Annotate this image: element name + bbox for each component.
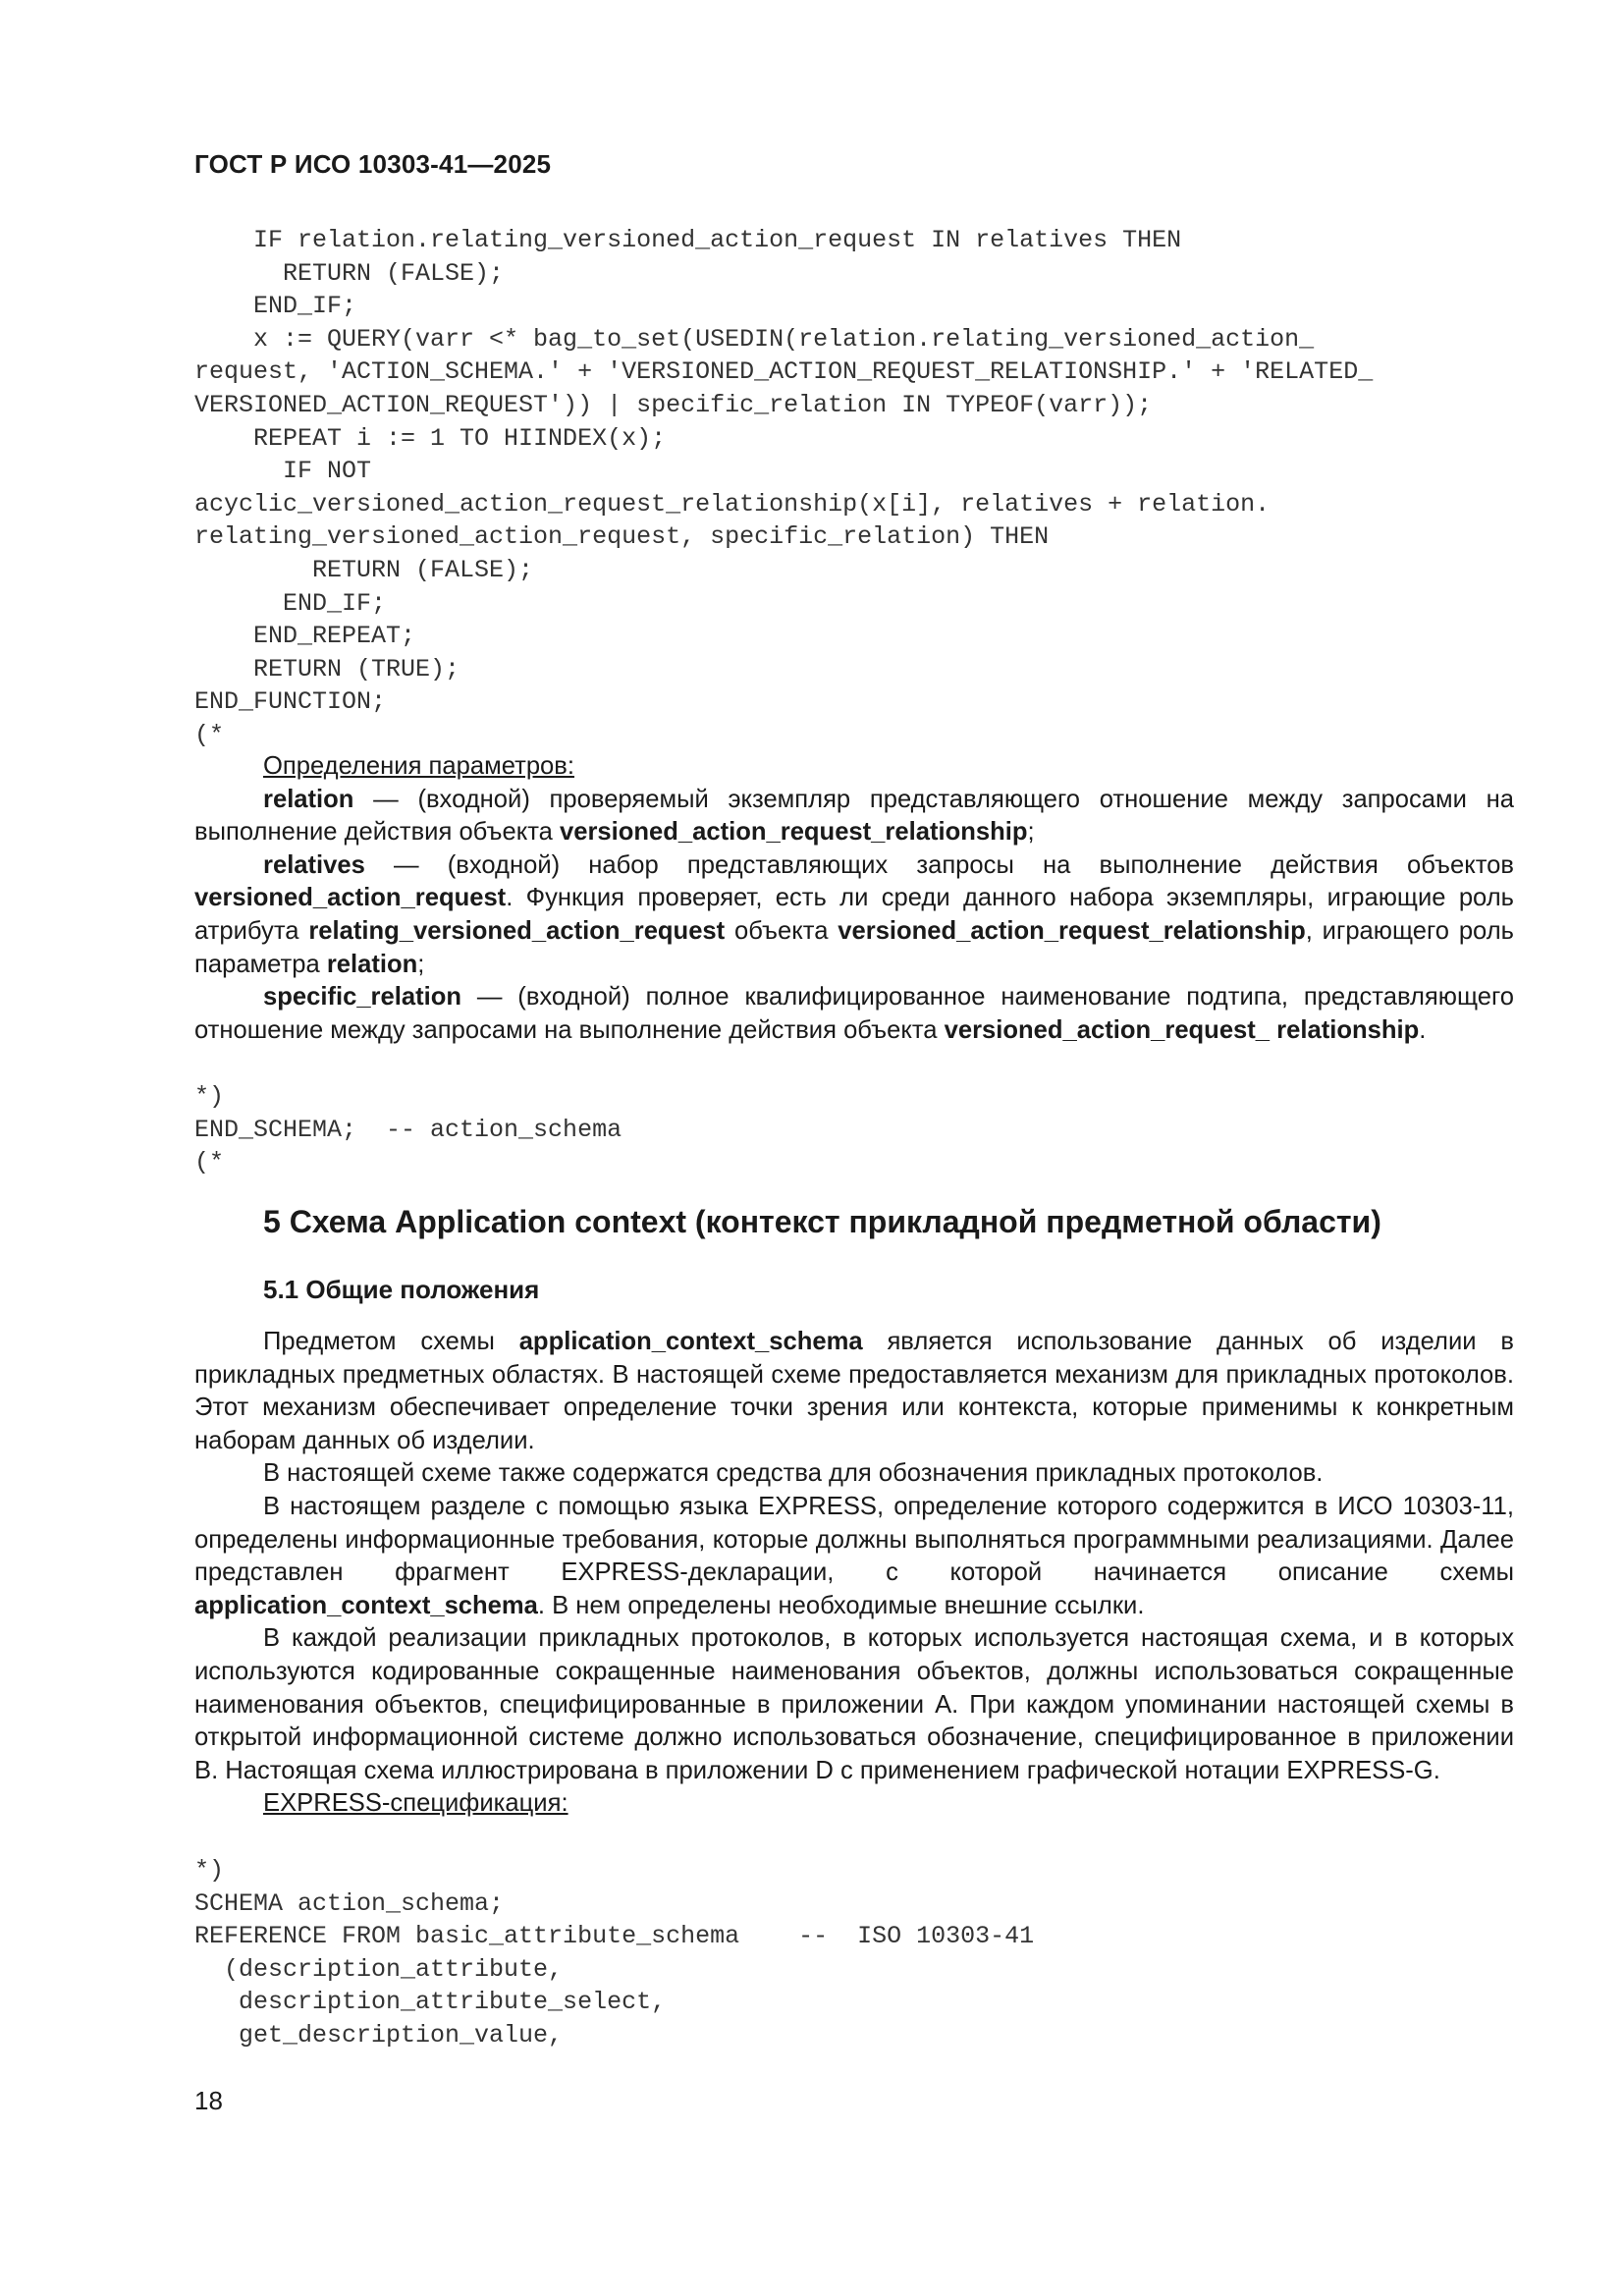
code-block-function-end: [194, 224, 1373, 752]
param-specific-relation: specific_relation — (входной) полное квалифицированное наименование подтипа, представляющего отношение между запросами на выполнение действия объекта versioned_action_request_ relationship.: [194, 983, 1514, 1044]
code-line: (*: [194, 1148, 225, 1177]
paragraph: В каждой реализации прикладных протоколов, в которых используется настоящая схема, и в которых используются кодированные сокращенные наименования объектов, должны использоваться сокращенные наименования объектов, специфицированные в приложении А. При каждом упоминании настоящей схемы в открытой информационной системе должно использоваться обозначение, специфицированное в приложении В. Настоящая схема иллюстрирована в приложении D с применением графической нотации EXPRESS-G.: [194, 1624, 1514, 1784]
code-line: IF relation.relating_versioned_action_request IN relatives THEN: [194, 226, 1182, 254]
code-block-end-schema: [194, 1080, 622, 1179]
code-line: description_attribute_select,: [194, 1988, 667, 2017]
param-relation: relation — (входной) проверяемый экземпляр представляющего отношение между запросами на выполнение действия объекта versioned_action_request_relationship;: [194, 785, 1514, 847]
code-line: (*: [194, 720, 225, 749]
code-line: request, 'ACTION_SCHEMA.' + 'VERSIONED_ACTION_REQUEST_RELATIONSHIP.' + 'RELATED_: [194, 357, 1374, 387]
code-line: *): [194, 1082, 225, 1111]
code-line: RETURN (FALSE);: [194, 258, 505, 288]
subsection-heading: 5.1 Общие положения: [263, 1275, 540, 1304]
parameters-heading: Определения параметров:: [263, 752, 574, 780]
param-relatives: relatives — (входной) набор представляющих запросы на выполнение действия объектов versioned_action_request. Функция проверяет, есть ли среди данного набора экземпляры, играющие роль атрибута relating_versioned_action_request объекта versioned_action_request_relationship, играющего роль параметра relation;: [194, 850, 1514, 978]
express-spec-label: EXPRESS-спецификация:: [263, 1789, 568, 1818]
code-line: x := QUERY(varr <* bag_to_set(USEDIN(relation.relating_versioned_action_: [194, 324, 1315, 354]
paragraph: В настоящей схеме также содержатся средства для обозначения прикладных протоколов.: [263, 1459, 1324, 1488]
code-line: get_description_value,: [194, 2020, 564, 2050]
standard-header: ГОСТ Р ИСО 10303-41—2025: [194, 149, 552, 179]
code-line: RETURN (TRUE);: [194, 654, 460, 683]
code-line: acyclic_versioned_action_request_relationship(x[i], relatives + relation.: [194, 489, 1271, 519]
parameter-definitions: [194, 750, 1514, 1047]
section-body: [194, 1326, 1514, 1821]
code-block-schema-start: [194, 1854, 1034, 2052]
code-line: VERSIONED_ACTION_REQUEST')) | specific_relation IN TYPEOF(varr));: [194, 390, 1153, 419]
code-line: REFERENCE FROM basic_attribute_schema -- ISO 10303-41: [194, 1922, 1035, 1951]
code-line: RETURN (FALSE);: [194, 555, 534, 584]
code-line: END_SCHEMA; -- action_schema: [194, 1115, 622, 1144]
code-line: END_IF;: [194, 588, 387, 618]
page-number: 18: [194, 2086, 223, 2115]
section-heading: 5 Схема Application context (контекст прикладной предметной области): [263, 1204, 1381, 1239]
code-line: END_REPEAT;: [194, 622, 416, 651]
code-line: END_IF;: [194, 292, 357, 321]
code-line: (description_attribute,: [194, 1954, 564, 1984]
code-line: END_FUNCTION;: [194, 687, 387, 717]
code-line: IF NOT: [194, 457, 372, 486]
code-line: SCHEMA action_schema;: [194, 1888, 505, 1918]
paragraph: В настоящем разделе с помощью языка EXPRESS, определение которого содержится в ИСО 10303-11, определены информационные требования, которые должны выполняться программными реализациями. Далее представлен фрагмент EXPRESS-декларации, с которой начинается описание схемы application_context_schema. В нем определены необходимые внешние ссылки.: [194, 1492, 1514, 1619]
paragraph: Предметом схемы application_context_schema является использование данных об изделии в прикладных предметных областях. В настоящей схеме предоставляется механизм для прикладных протоколов. Этот механизм обеспечивает определение точки зрения или контекста, которые применимы к конкретным наборам данных об изделии.: [194, 1328, 1515, 1454]
code-line: relating_versioned_action_request, specific_relation) THEN: [194, 522, 1050, 552]
code-line: *): [194, 1856, 225, 1885]
code-line: REPEAT i := 1 TO HIINDEX(x);: [194, 423, 667, 453]
